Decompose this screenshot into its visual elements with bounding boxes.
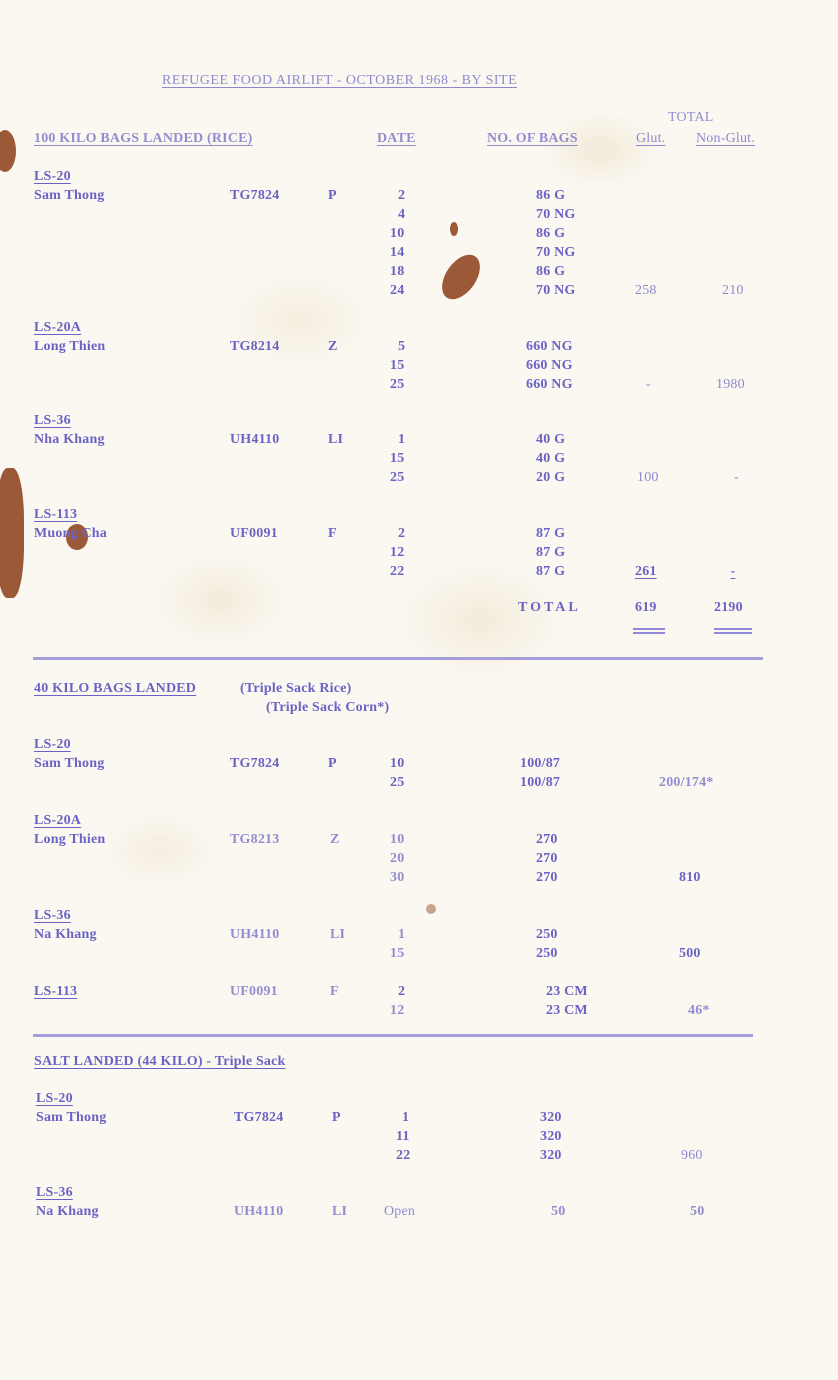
site-name: Sam Thong	[36, 1110, 107, 1125]
site-letter: F	[328, 526, 337, 541]
row-bags: 660 NG	[526, 377, 573, 392]
rust-stain	[426, 904, 436, 914]
row-bags: 86 G	[536, 188, 566, 203]
row-date: 1	[398, 432, 406, 447]
section1-heading: 100 KILO BAGS LANDED (RICE)	[34, 131, 253, 146]
row-bags: 40 G	[536, 451, 566, 466]
row-date: 15	[390, 946, 405, 961]
grand-total-nonglut: 2190	[714, 600, 743, 615]
site-grid: TG8213	[230, 832, 280, 847]
row-bags: 250	[536, 927, 558, 942]
site-letter: LI	[332, 1204, 348, 1219]
section2-subheading: (Triple Sack Corn*)	[266, 700, 390, 715]
site-letter: Z	[328, 339, 338, 354]
row-date: 15	[390, 358, 405, 373]
row-bags: 87 G	[536, 545, 566, 560]
row-date: 25	[390, 377, 405, 392]
row-date: 11	[396, 1129, 410, 1144]
section-divider	[33, 1034, 753, 1037]
row-date: 2	[398, 526, 406, 541]
site-total: 200/174*	[659, 775, 714, 790]
site-name: Sam Thong	[34, 188, 105, 203]
row-date: 10	[390, 226, 405, 241]
site-name: Na Khang	[34, 927, 97, 942]
site-code: LS-20	[34, 169, 71, 184]
row-bags: 86 G	[536, 226, 566, 241]
row-bags: 250	[536, 946, 558, 961]
section2-heading: 40 KILO BAGS LANDED	[34, 681, 197, 696]
site-letter: P	[328, 188, 337, 203]
site-code: LS-36	[36, 1185, 73, 1200]
row-bags: 20 G	[536, 470, 566, 485]
site-glut-total: 261	[635, 564, 657, 579]
row-date: 15	[390, 451, 405, 466]
site-grid: TG8214	[230, 339, 280, 354]
grand-total-glut: 619	[635, 600, 657, 615]
site-grid: TG7824	[230, 756, 280, 771]
row-bags: 87 G	[536, 526, 566, 541]
site-name: Sam Thong	[34, 756, 105, 771]
site-grid: UF0091	[230, 984, 278, 999]
section3-heading: SALT LANDED (44 KILO) - Triple Sack	[34, 1054, 286, 1069]
site-nonglut-total: -	[730, 564, 736, 579]
site-glut-total: 100	[637, 470, 659, 485]
row-bags: 100/87	[520, 756, 561, 771]
row-bags: 70 NG	[536, 283, 576, 298]
site-name: Na Khang	[36, 1204, 99, 1219]
col-bags-header: NO. OF BAGS	[487, 131, 578, 146]
site-nonglut-total: -	[734, 470, 739, 485]
site-letter: P	[332, 1110, 341, 1125]
row-date: 20	[390, 851, 405, 866]
section2-heading-rest: (Triple Sack Rice)	[240, 681, 352, 696]
site-total: 46*	[688, 1003, 710, 1018]
site-name: Long Thien	[34, 339, 106, 354]
site-grid: UH4110	[234, 1204, 284, 1219]
site-code: LS-36	[34, 908, 71, 923]
row-bags: 40 G	[536, 432, 566, 447]
row-date: 4	[398, 207, 406, 222]
row-date: 22	[390, 564, 405, 579]
double-underline	[633, 628, 665, 634]
row-date: 30	[390, 870, 405, 885]
row-bags: 86 G	[536, 264, 566, 279]
row-date: 10	[390, 832, 405, 847]
site-glut-total: -	[646, 377, 651, 392]
site-nonglut-total: 1980	[716, 377, 745, 392]
double-underline	[714, 628, 752, 634]
site-code: LS-20	[34, 737, 71, 752]
row-bags: 270	[536, 870, 558, 885]
col-glut-header: Glut.	[636, 131, 666, 146]
row-date: 18	[390, 264, 405, 279]
site-total: 960	[681, 1148, 703, 1163]
row-bags: 320	[540, 1129, 562, 1144]
col-nonglut-header: Non-Glut.	[696, 131, 755, 146]
site-name: Nha Khang	[34, 432, 105, 447]
site-letter: P	[328, 756, 337, 771]
row-date: 14	[390, 245, 405, 260]
site-code: LS-36	[34, 413, 71, 428]
row-date: Open	[384, 1204, 416, 1219]
col-total-header: TOTAL	[668, 110, 714, 125]
row-bags: 660 NG	[526, 358, 573, 373]
site-total: 50	[690, 1204, 705, 1219]
rust-stain	[0, 468, 24, 598]
site-grid: TG7824	[230, 188, 280, 203]
row-date: 25	[390, 470, 405, 485]
site-letter: Z	[330, 832, 340, 847]
site-glut-total: 258	[635, 283, 657, 298]
site-code: LS-113	[34, 507, 78, 522]
row-bags: 320	[540, 1148, 562, 1163]
site-letter: F	[330, 984, 339, 999]
row-date: 10	[390, 756, 405, 771]
row-bags: 70 NG	[536, 245, 576, 260]
rust-stain	[450, 222, 458, 236]
row-bags: 320	[540, 1110, 562, 1125]
site-code: LS-113	[34, 984, 78, 999]
site-name: Long Thien	[34, 832, 106, 847]
site-name: Muong Cha	[34, 526, 107, 541]
row-date: 1	[402, 1110, 410, 1125]
site-grid: TG7824	[234, 1110, 284, 1125]
site-code: LS-20A	[34, 813, 82, 828]
row-bags: 270	[536, 832, 558, 847]
total-label: TOTAL	[518, 600, 581, 615]
row-date: 24	[390, 283, 405, 298]
row-date: 12	[390, 545, 405, 560]
row-bags: 100/87	[520, 775, 561, 790]
site-total: 500	[679, 946, 701, 961]
site-code: LS-20A	[34, 320, 82, 335]
site-letter: LI	[330, 927, 346, 942]
row-date: 2	[398, 188, 406, 203]
row-bags: 50	[551, 1204, 566, 1219]
site-total: 810	[679, 870, 701, 885]
site-code: LS-20	[36, 1091, 73, 1106]
col-date-header: DATE	[377, 131, 416, 146]
site-nonglut-total: 210	[722, 283, 744, 298]
row-bags: 70 NG	[536, 207, 576, 222]
row-date: 5	[398, 339, 406, 354]
section-divider	[33, 657, 763, 660]
row-date: 2	[398, 984, 406, 999]
row-bags: 87 G	[536, 564, 566, 579]
row-date: 22	[396, 1148, 411, 1163]
row-bags: 660 NG	[526, 339, 573, 354]
row-date: 12	[390, 1003, 405, 1018]
row-bags: 23 CM	[546, 984, 588, 999]
site-grid: UH4110	[230, 927, 280, 942]
row-bags: 270	[536, 851, 558, 866]
row-date: 1	[398, 927, 406, 942]
document-title: REFUGEE FOOD AIRLIFT - OCTOBER 1968 - BY SITE	[162, 73, 518, 88]
row-bags: 23 CM	[546, 1003, 588, 1018]
row-date: 25	[390, 775, 405, 790]
site-grid: UF0091	[230, 526, 278, 541]
site-letter: LI	[328, 432, 344, 447]
site-grid: UH4110	[230, 432, 280, 447]
